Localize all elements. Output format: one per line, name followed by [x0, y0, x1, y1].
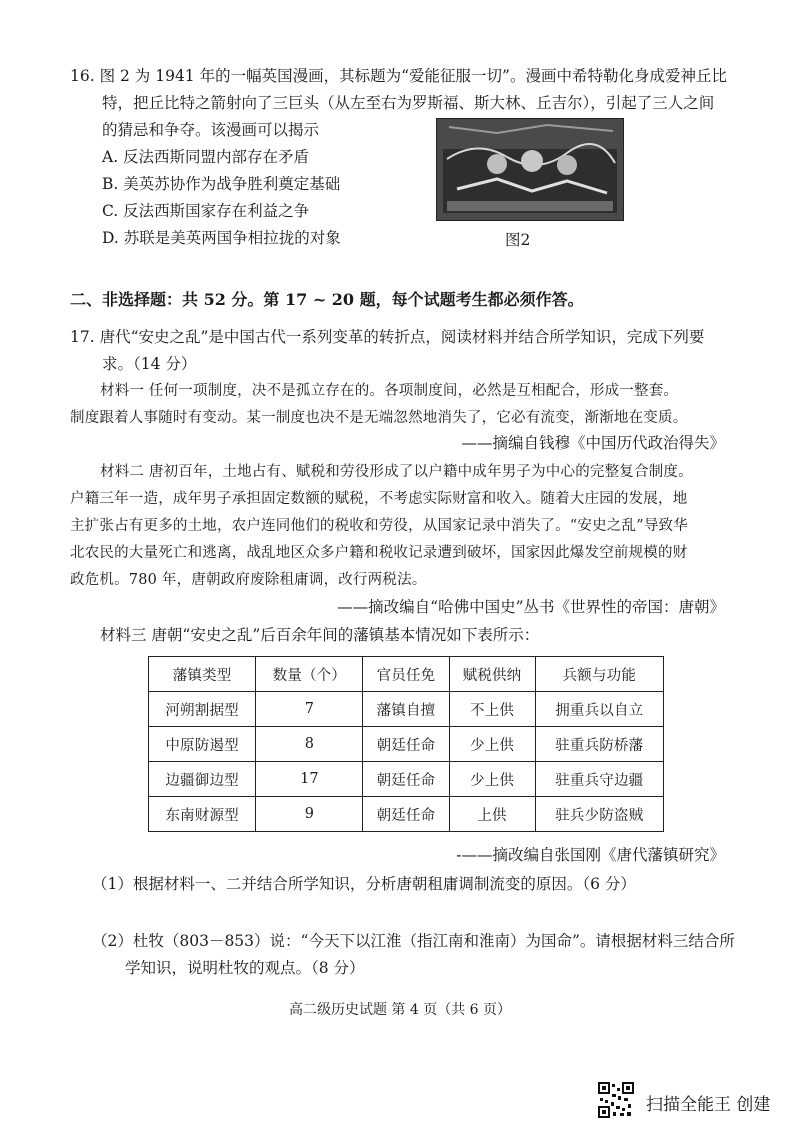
- q16-line-2: 特，把丘比特之箭射向了三巨头（从左至右为罗斯福、斯大林、丘吉尔），引起了三人之间: [102, 94, 715, 112]
- material2-source: ——摘改编自“哈佛中国史”丛书《世界性的帝国：唐朝》: [337, 598, 725, 616]
- q16-option-c: C. 反法西斯国家存在利益之争: [102, 202, 310, 220]
- table-cell: 7: [256, 692, 363, 727]
- q16-option-d: D. 苏联是美英两国争相拉拢的对象: [102, 229, 341, 247]
- table-cell: 拥重兵以自立: [535, 692, 663, 727]
- table-cell: 17: [256, 762, 363, 797]
- table-header-cell: 兵额与功能: [535, 657, 663, 692]
- table-cell: 藩镇自擅: [363, 692, 449, 727]
- material2-line-5: 政危机。780 年，唐朝政府废除租庸调，改行两税法。: [70, 572, 427, 588]
- table-header-cell: 藩镇类型: [149, 657, 256, 692]
- q17-line-2: 求。（14 分）: [102, 355, 197, 373]
- table-cell: 9: [256, 797, 363, 832]
- table-cell: 少上供: [449, 762, 535, 797]
- table-cell: 朝廷任命: [363, 727, 449, 762]
- q16-option-a: A. 反法西斯同盟内部存在矛盾: [102, 148, 310, 166]
- figure-caption: 图2: [505, 231, 531, 249]
- q16-line-1: 16. 图 2 为 1941 年的一幅英国漫画，其标题为“爱能征服一切”。漫画中希特勒化身成爱神丘比: [70, 67, 727, 85]
- table-cell: 河朔割据型: [149, 692, 256, 727]
- table-cell: 边疆御边型: [149, 762, 256, 797]
- table-cell: 不上供: [449, 692, 535, 727]
- table-cell: 8: [256, 727, 363, 762]
- material2-line-2: 户籍三年一造，成年男子承担固定数额的赋税，不考虑实际财富和收入。随着大庄园的发展，地: [70, 491, 688, 507]
- table-cell: 中原防遏型: [149, 727, 256, 762]
- scanner-watermark: [598, 1082, 788, 1122]
- table-header-cell: 数量（个）: [256, 657, 363, 692]
- q16-option-b: B. 美英苏协作为战争胜利奠定基础: [102, 175, 341, 193]
- section2-title: 二、非选择题：共 52 分。第 17 ~ 20 题，每个试题考生都必须作答。: [70, 290, 584, 309]
- material1-line-1: 材料一 任何一项制度，决不是孤立存在的。各项制度间，必然是互相配合，形成一整套。: [100, 383, 679, 399]
- material2-line-3: 主扩张占有更多的土地，农户连同他们的税收和劳役，从国家记录中消失了。“安史之乱”导致华: [70, 518, 688, 534]
- table-header-cell: 官员任免: [363, 657, 449, 692]
- table-cell: 驻重兵防桥藩: [535, 727, 663, 762]
- table-cell: 朝廷任命: [363, 762, 449, 797]
- table-cell: 少上供: [449, 727, 535, 762]
- q16-line-3: 的猜忌和争夺。该漫画可以揭示: [102, 121, 320, 139]
- material2-line-4: 北农民的大量死亡和逃离，战乱地区众多户籍和税收记录遭到破坏，国家因此爆发空前规模的财: [70, 545, 688, 561]
- page-footer: 高二级历史试题 第 4 页（共 6 页）: [288, 1002, 512, 1018]
- table-cell: 东南财源型: [149, 797, 256, 832]
- material1-line-2: 制度跟着人事随时有变动。某一制度也决不是无端忽然地消失了，它必有流变，渐渐地在变质。: [70, 410, 688, 426]
- material3-intro: 材料三 唐朝“安史之乱”后百余年间的藩镇基本情况如下表所示：: [100, 626, 540, 644]
- q17-sub-2-line-2: 学知识，说明杜牧的观点。（8 分）: [125, 959, 365, 977]
- cartoon-figure-2: [436, 118, 624, 221]
- fanzhen-table: [148, 656, 664, 832]
- material2-line-1: 材料二 唐初百年，土地占有、赋税和劳役形成了以户籍中成年男子为中心的完整复合制度。: [100, 464, 693, 480]
- table-row: [149, 762, 664, 797]
- table-header-row: [149, 657, 664, 692]
- q17-line-1: 17. 唐代“安史之乱”是中国古代一系列变革的转折点，阅读材料并结合所学知识，完成下列要: [70, 328, 705, 346]
- table-header-cell: 赋税供纳: [449, 657, 535, 692]
- table-cell: 驻兵少防盗贼: [535, 797, 663, 832]
- q17-sub-2-line-1: （2）杜牧（803－853）说：“今天下以江淮（指江南和淮南）为国命”。请根据材料三结合所: [92, 932, 735, 950]
- table-row: [149, 797, 664, 832]
- table-cell: 驻重兵守边疆: [535, 762, 663, 797]
- cartoon-image: [437, 119, 623, 220]
- qr-code-icon: [598, 1082, 634, 1118]
- watermark-text: 扫描全能王 创建: [646, 1095, 771, 1115]
- table-row: [149, 692, 664, 727]
- table-row: [149, 727, 664, 762]
- table-cell: 朝廷任命: [363, 797, 449, 832]
- table-cell: 上供: [449, 797, 535, 832]
- material1-source: ——摘编自钱穆《中国历代政治得失》: [461, 434, 725, 452]
- material3-source: -——摘改编自张国刚《唐代藩镇研究》: [456, 846, 725, 864]
- q17-sub-1: （1）根据材料一、二并结合所学知识，分析唐朝租庸调制流变的原因。（6 分）: [92, 875, 636, 893]
